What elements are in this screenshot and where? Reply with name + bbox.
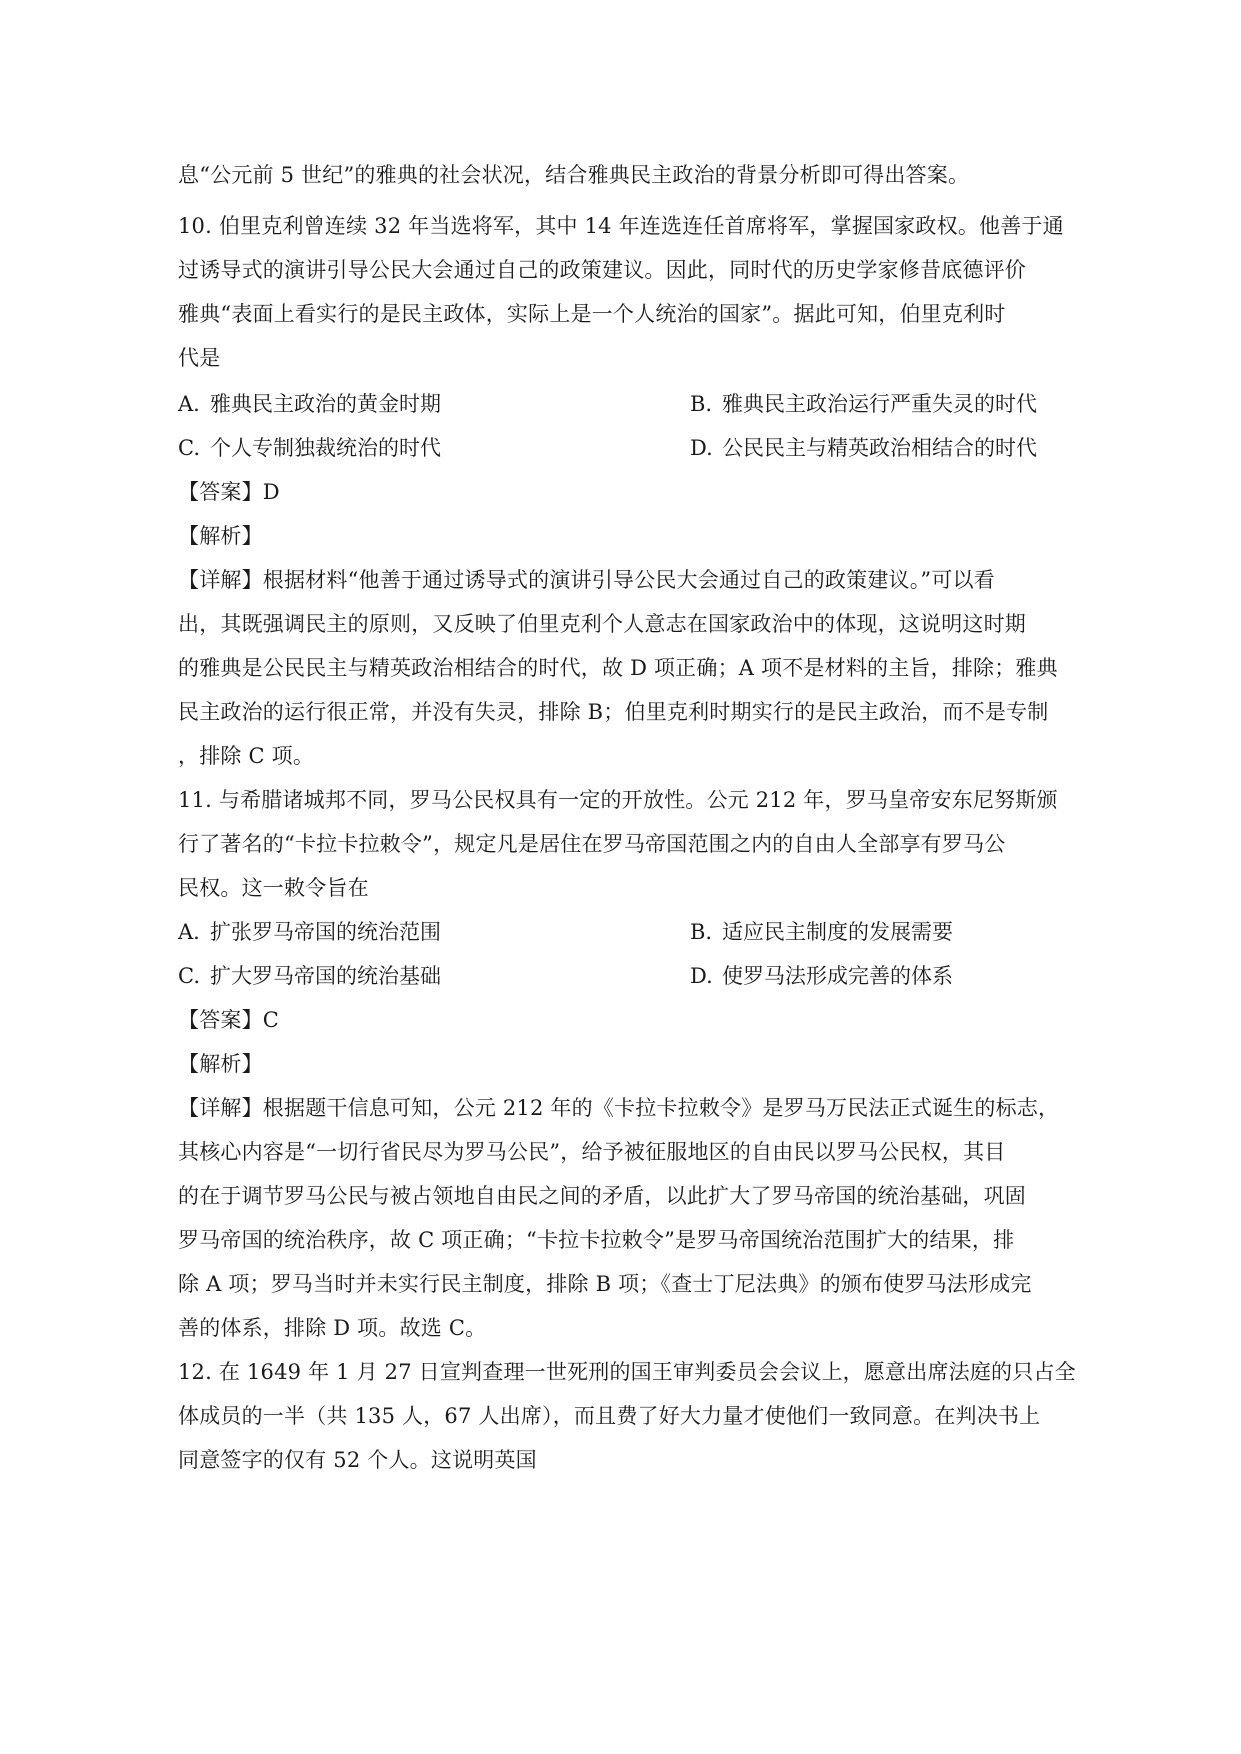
option-letter: A.: [178, 920, 200, 944]
text-line: 同意签字的仅有 52 个人。这说明英国: [178, 1448, 537, 1472]
option-letter: C.: [178, 436, 200, 460]
text-line: 民权。这一敕令旨在: [178, 876, 369, 900]
answer-label: 【答案】C: [178, 1008, 280, 1032]
q11-option-b: [690, 917, 953, 947]
explanation-line: 【详解】根据材料“他善于通过诱导式的演讲引导公民大会通过自己的政策建议。”可以看: [178, 568, 995, 592]
text-line: 雅典“表面上看实行的是民主政体，实际上是一个人统治的国家”。据此可知，伯里克利时: [178, 302, 1006, 326]
explanation-line: 善的体系，排除 D 项。故选 C。: [178, 1316, 487, 1340]
option-text: 扩大罗马帝国的统治基础: [210, 964, 441, 988]
text-line: 过诱导式的演讲引导公民大会通过自己的政策建议。因此，同时代的历史学家修昔底德评价: [178, 258, 1026, 282]
explanation-line: 出，其既强调民主的原则，又反映了伯里克利个人意志在国家政治中的体现，这说明这时期: [178, 612, 1026, 636]
option-letter: D.: [690, 964, 713, 988]
option-letter: B.: [690, 920, 713, 944]
option-text: 个人专制独裁统治的时代: [210, 436, 441, 460]
q11-option-a: [178, 917, 441, 947]
option-text: 雅典民主政治的黄金时期: [210, 392, 441, 416]
option-letter: A.: [178, 392, 200, 416]
q11-option-d: [690, 961, 953, 991]
text-line: 体成员的一半（共 135 人，67 人出席），而且费了好大力量才使他们一致同意。在判决书上: [178, 1404, 1041, 1428]
text-line: 代是: [178, 346, 221, 370]
explanation-line: 的雅典是公民民主与精英政治相结合的时代，故 D 项正确；A 项不是材料的主旨，排除；雅典: [178, 656, 1058, 680]
explanation-line: ，排除 C 项。: [178, 744, 315, 768]
question-11-stem: 11. 与希腊诸城邦不同，罗马公民权具有一定的开放性。公元 212 年，罗马皇帝安东尼努斯颁: [178, 788, 1058, 812]
explanation-line: 其核心内容是“一切行省民尽为罗马公民”，给予被征服地区的自由民以罗马公民权，其目: [178, 1140, 1006, 1164]
option-letter: C.: [178, 964, 200, 988]
analysis-label: 【解析】: [178, 1052, 263, 1076]
text-line: 行了著名的“卡拉卡拉敕令”，规定凡是居住在罗马帝国范围之内的自由人全部享有罗马公: [178, 832, 1006, 856]
analysis-label: 【解析】: [178, 524, 263, 548]
option-text: 公民民主与精英政治相结合的时代: [722, 436, 1037, 460]
answer-label: 【答案】D: [178, 480, 280, 504]
q10-option-d: [690, 433, 1037, 463]
option-text: 扩张罗马帝国的统治范围: [210, 920, 441, 944]
q10-option-b: [690, 389, 1037, 419]
option-text: 雅典民主政治运行严重失灵的时代: [722, 392, 1037, 416]
text-line: 息“公元前 5 世纪”的雅典的社会状况，结合雅典民主政治的背景分析即可得出答案。: [178, 163, 970, 187]
explanation-line: 民主政治的运行很正常，并没有失灵，排除 B；伯里克利时期实行的是民主政治，而不是专制: [178, 700, 1049, 724]
option-text: 适应民主制度的发展需要: [722, 920, 953, 944]
explanation-line: 【详解】根据题干信息可知，公元 212 年的《卡拉卡拉敕令》是罗马万民法正式诞生的标志，: [178, 1096, 1060, 1120]
explanation-line: 的在于调节罗马公民与被占领地自由民之间的矛盾，以此扩大了罗马帝国的统治基础，巩固: [178, 1184, 1026, 1208]
option-letter: B.: [690, 392, 713, 416]
q10-option-c: [178, 433, 441, 463]
q10-option-a: [178, 389, 441, 419]
explanation-line: 罗马帝国的统治秩序，故 C 项正确；“卡拉卡拉敕令”是罗马帝国统治范围扩大的结果，排: [178, 1228, 1015, 1252]
question-10-stem: 10. 伯里克利曾连续 32 年当选将军，其中 14 年连选连任首席将军，掌握国家政权。他善于通: [178, 214, 1064, 238]
option-text: 使罗马法形成完善的体系: [722, 964, 953, 988]
question-12-stem: 12. 在 1649 年 1 月 27 日宣判查理一世死刑的国王审判委员会会议上，愿意出席法庭的只占全: [178, 1360, 1076, 1384]
option-letter: D.: [690, 436, 713, 460]
q11-option-c: [178, 961, 441, 991]
explanation-line: 除 A 项；罗马当时并未实行民主制度，排除 B 项；《查士丁尼法典》的颁布使罗马法形成完: [178, 1272, 1032, 1296]
